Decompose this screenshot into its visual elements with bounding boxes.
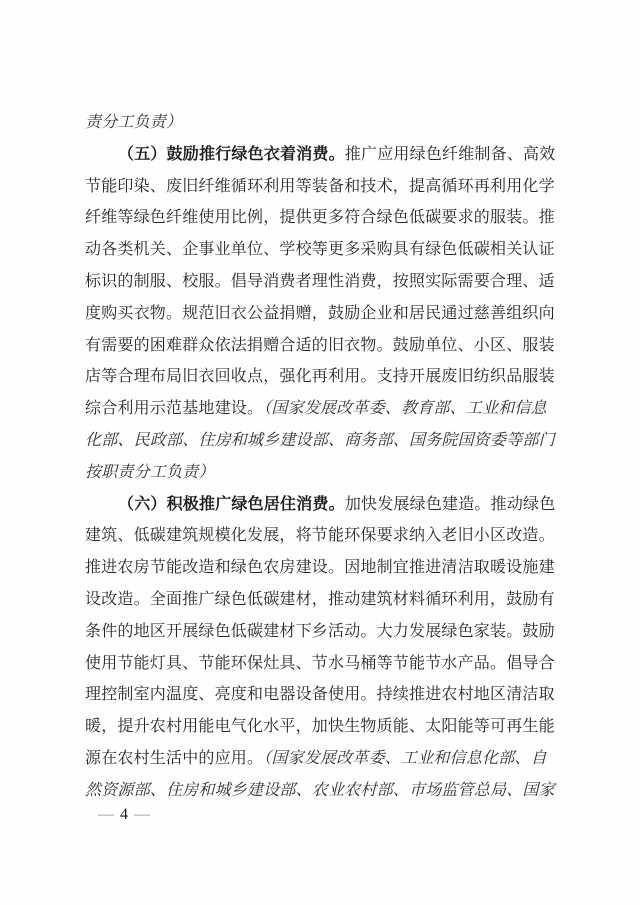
footer-left-dash: — xyxy=(98,806,114,823)
text-segment-kai: 按职责分工负责） xyxy=(85,463,215,481)
text-line xyxy=(85,171,555,203)
page-footer xyxy=(92,803,156,827)
text-segment-normal: 纤维等绿色纤维使用比例，提供更多符合绿色低碳要求的服装。推 xyxy=(85,209,555,227)
text-segment-normal: 动各类机关、企事业单位、学校等更多采购具有绿色低碳相关认证 xyxy=(85,241,555,259)
text-segment-normal: 理控制室内温度、亮度和电器设备使用。持续推进农村地区清洁取 xyxy=(85,686,555,704)
text-segment-normal: 条件的地区开展绿色低碳建材下乡活动。大力发展绿色家装。鼓励 xyxy=(85,622,555,640)
text-line xyxy=(85,711,555,743)
text-segment-normal: 综合利用示范基地建设。 xyxy=(85,400,264,418)
text-segment-kai: 责分工负责） xyxy=(85,114,183,131)
text-segment-kai: 化部、民政部、住房和城乡建设部、商务部、国务院国资委等部门 xyxy=(85,431,555,449)
text-segment-normal: 使用节能灯具、节能环保灶具、节水马桶等节能节水产品。倡导合 xyxy=(85,654,555,672)
text-line xyxy=(85,489,555,521)
text-line xyxy=(85,552,555,584)
text-segment-normal: 建筑、低碳建筑规模化发展，将节能环保要求纳入老旧小区改造。 xyxy=(85,527,555,545)
text-segment-normal: 有需要的困难群众依法捐赠合适的旧衣物。鼓励单位、小区、服装 xyxy=(85,336,555,354)
text-segment-normal: 店等合理布局旧衣回收点，强化再利用。支持开展废旧纺织品服装 xyxy=(85,368,555,386)
text-line xyxy=(85,616,555,648)
text-line xyxy=(85,743,555,775)
text-line xyxy=(85,139,555,171)
text-line xyxy=(85,584,555,616)
text-line xyxy=(85,298,555,330)
text-line xyxy=(85,266,555,298)
text-line xyxy=(85,520,555,552)
text-line xyxy=(85,393,555,425)
text-line xyxy=(85,775,555,807)
text-segment-normal: 推广应用绿色纤维制备、高效 xyxy=(344,145,556,163)
text-segment-normal: 加快发展绿色建造。推动绿色 xyxy=(344,495,556,513)
text-segment-normal: 推进农房节能改造和绿色农房建设。因地制宜推进清洁取暖设施建 xyxy=(85,559,555,577)
text-segment-kai: （国家发展改革委、工业和信息化部、自 xyxy=(263,749,547,767)
footer-right-dash: — xyxy=(134,806,150,823)
document-body xyxy=(85,107,555,807)
text-segment-kai: （国家发展改革委、教育部、工业和信息 xyxy=(263,400,547,418)
text-line xyxy=(85,457,555,489)
text-line xyxy=(85,679,555,711)
text-line xyxy=(85,425,555,457)
text-segment-normal: 设改造。全面推广绿色低碳建材，推动建筑材料循环利用，鼓励有 xyxy=(85,590,555,608)
text-segment-kai: 然资源部、住房和城乡建设部、农业农村部、市场监管总局、国家 xyxy=(85,781,555,799)
text-segment-normal: 标识的制服、校服。倡导消费者理性消费，按照实际需要合理、适 xyxy=(85,272,555,290)
text-line xyxy=(85,330,555,362)
text-segment-normal: 度购买衣物。规范旧衣公益捐赠，鼓励企业和居民通过慈善组织向 xyxy=(85,304,555,322)
text-line xyxy=(85,361,555,393)
text-line xyxy=(85,234,555,266)
text-segment-bold: （六）积极推广绿色居住消费。 xyxy=(118,495,345,513)
text-segment-normal: 暖，提升农村用能电气化水平，加快生物质能、太阳能等可再生能 xyxy=(85,718,555,736)
text-line xyxy=(85,107,555,139)
text-line xyxy=(85,202,555,234)
page-number: 4 xyxy=(120,806,128,823)
text-line xyxy=(85,648,555,680)
text-segment-bold: （五）鼓励推行绿色衣着消费。 xyxy=(118,145,345,163)
text-segment-normal: 节能印染、废旧纤维循环利用等装备和技术，提高循环再利用化学 xyxy=(85,177,555,195)
text-segment-normal: 源在农村生活中的应用。 xyxy=(85,749,264,767)
